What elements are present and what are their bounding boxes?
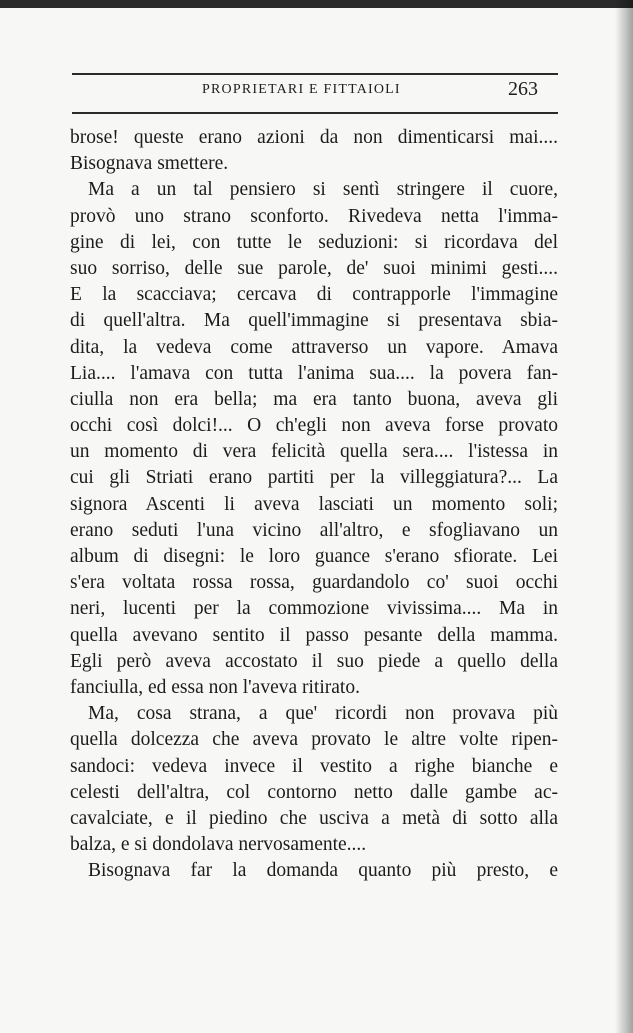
text-line: Bisognava smettere. [70,153,229,175]
text-line: erano seduti l'una vicino all'altro, e sfogliavano un [70,519,558,541]
text-line: s'era voltata rossa rossa, guardandolo co' suoi occhi [70,572,558,594]
paragraph [70,125,558,177]
text-line: suo sorriso, delle sue parole, de' suoi minimi gesti.... [70,257,558,279]
text-line: fanciulla, ed essa non l'aveva ritirato. [70,676,360,698]
text-line: gine di lei, con tutte le seduzioni: si ricordava del [70,231,558,253]
text-line: dita, la vedeva come attraverso un vapore. Amava [70,336,558,358]
running-title: PROPRIETARI E FITTAIOLI [202,82,401,97]
text-line: un momento di vera felicità quella sera.... l'istessa in [70,441,558,463]
body-text [70,125,558,884]
text-line: provò uno strano sconforto. Rivedeva netta l'imma- [70,205,558,227]
text-line: E la scacciava; cercava di contrapporle l'immagine [70,284,558,306]
text-line: neri, lucenti per la commozione vivissima.... Ma in [70,598,558,620]
text-line: di quell'altra. Ma quell'immagine si presentava sbia- [70,310,558,332]
paragraph [70,177,558,701]
paragraph [70,858,558,884]
text-line: celesti dell'altra, col contorno netto dalle gambe ac- [70,781,558,803]
text-line: Ma, cosa strana, a que' ricordi non provava più [88,703,558,725]
text-line: ciulla non era bella; ma era tanto buona, aveva gli [70,388,558,410]
page-edge-shadow [615,0,633,1033]
text-line: Ma a un tal pensiero si sentì stringere il cuore, [88,179,558,201]
text-line: signora Ascenti li aveva lasciati un momento soli; [70,493,558,515]
text-line: cui gli Striati erano partiti per la villeggiatura?... La [70,467,558,489]
text-line: cavalciate, e il piedino che usciva a metà di sotto alla [70,807,558,829]
text-line: quella avevano sentito il passo pesante della mamma. [70,624,558,646]
text-line: balza, e si dondolava nervosamente.... [70,834,367,856]
page-number: 263 [508,78,538,100]
header-rule-top [72,73,558,75]
text-line: brose! queste erano azioni da non dimenticarsi mai.... [70,127,558,148]
text-line: album di disegni: le loro guance s'erano sfiorate. Lei [70,546,558,567]
header-rule-bottom [72,112,558,114]
text-line: occhi così dolci!... O ch'egli non aveva forse provato [70,415,558,437]
text-line: quella dolcezza che aveva provato le altre volte ripen- [70,729,558,751]
paragraph [70,701,558,858]
text-line: Lia.... l'amava con tutta l'anima sua.... la povera fan- [70,362,558,384]
text-line: sandoci: vedeva invece il vestito a righe bianche e [70,755,558,777]
text-line: Egli però aveva accostato il suo piede a quello della [70,650,558,672]
scan-top-edge [0,0,633,8]
text-line: Bisognava far la domanda quanto più presto, e [88,860,558,882]
